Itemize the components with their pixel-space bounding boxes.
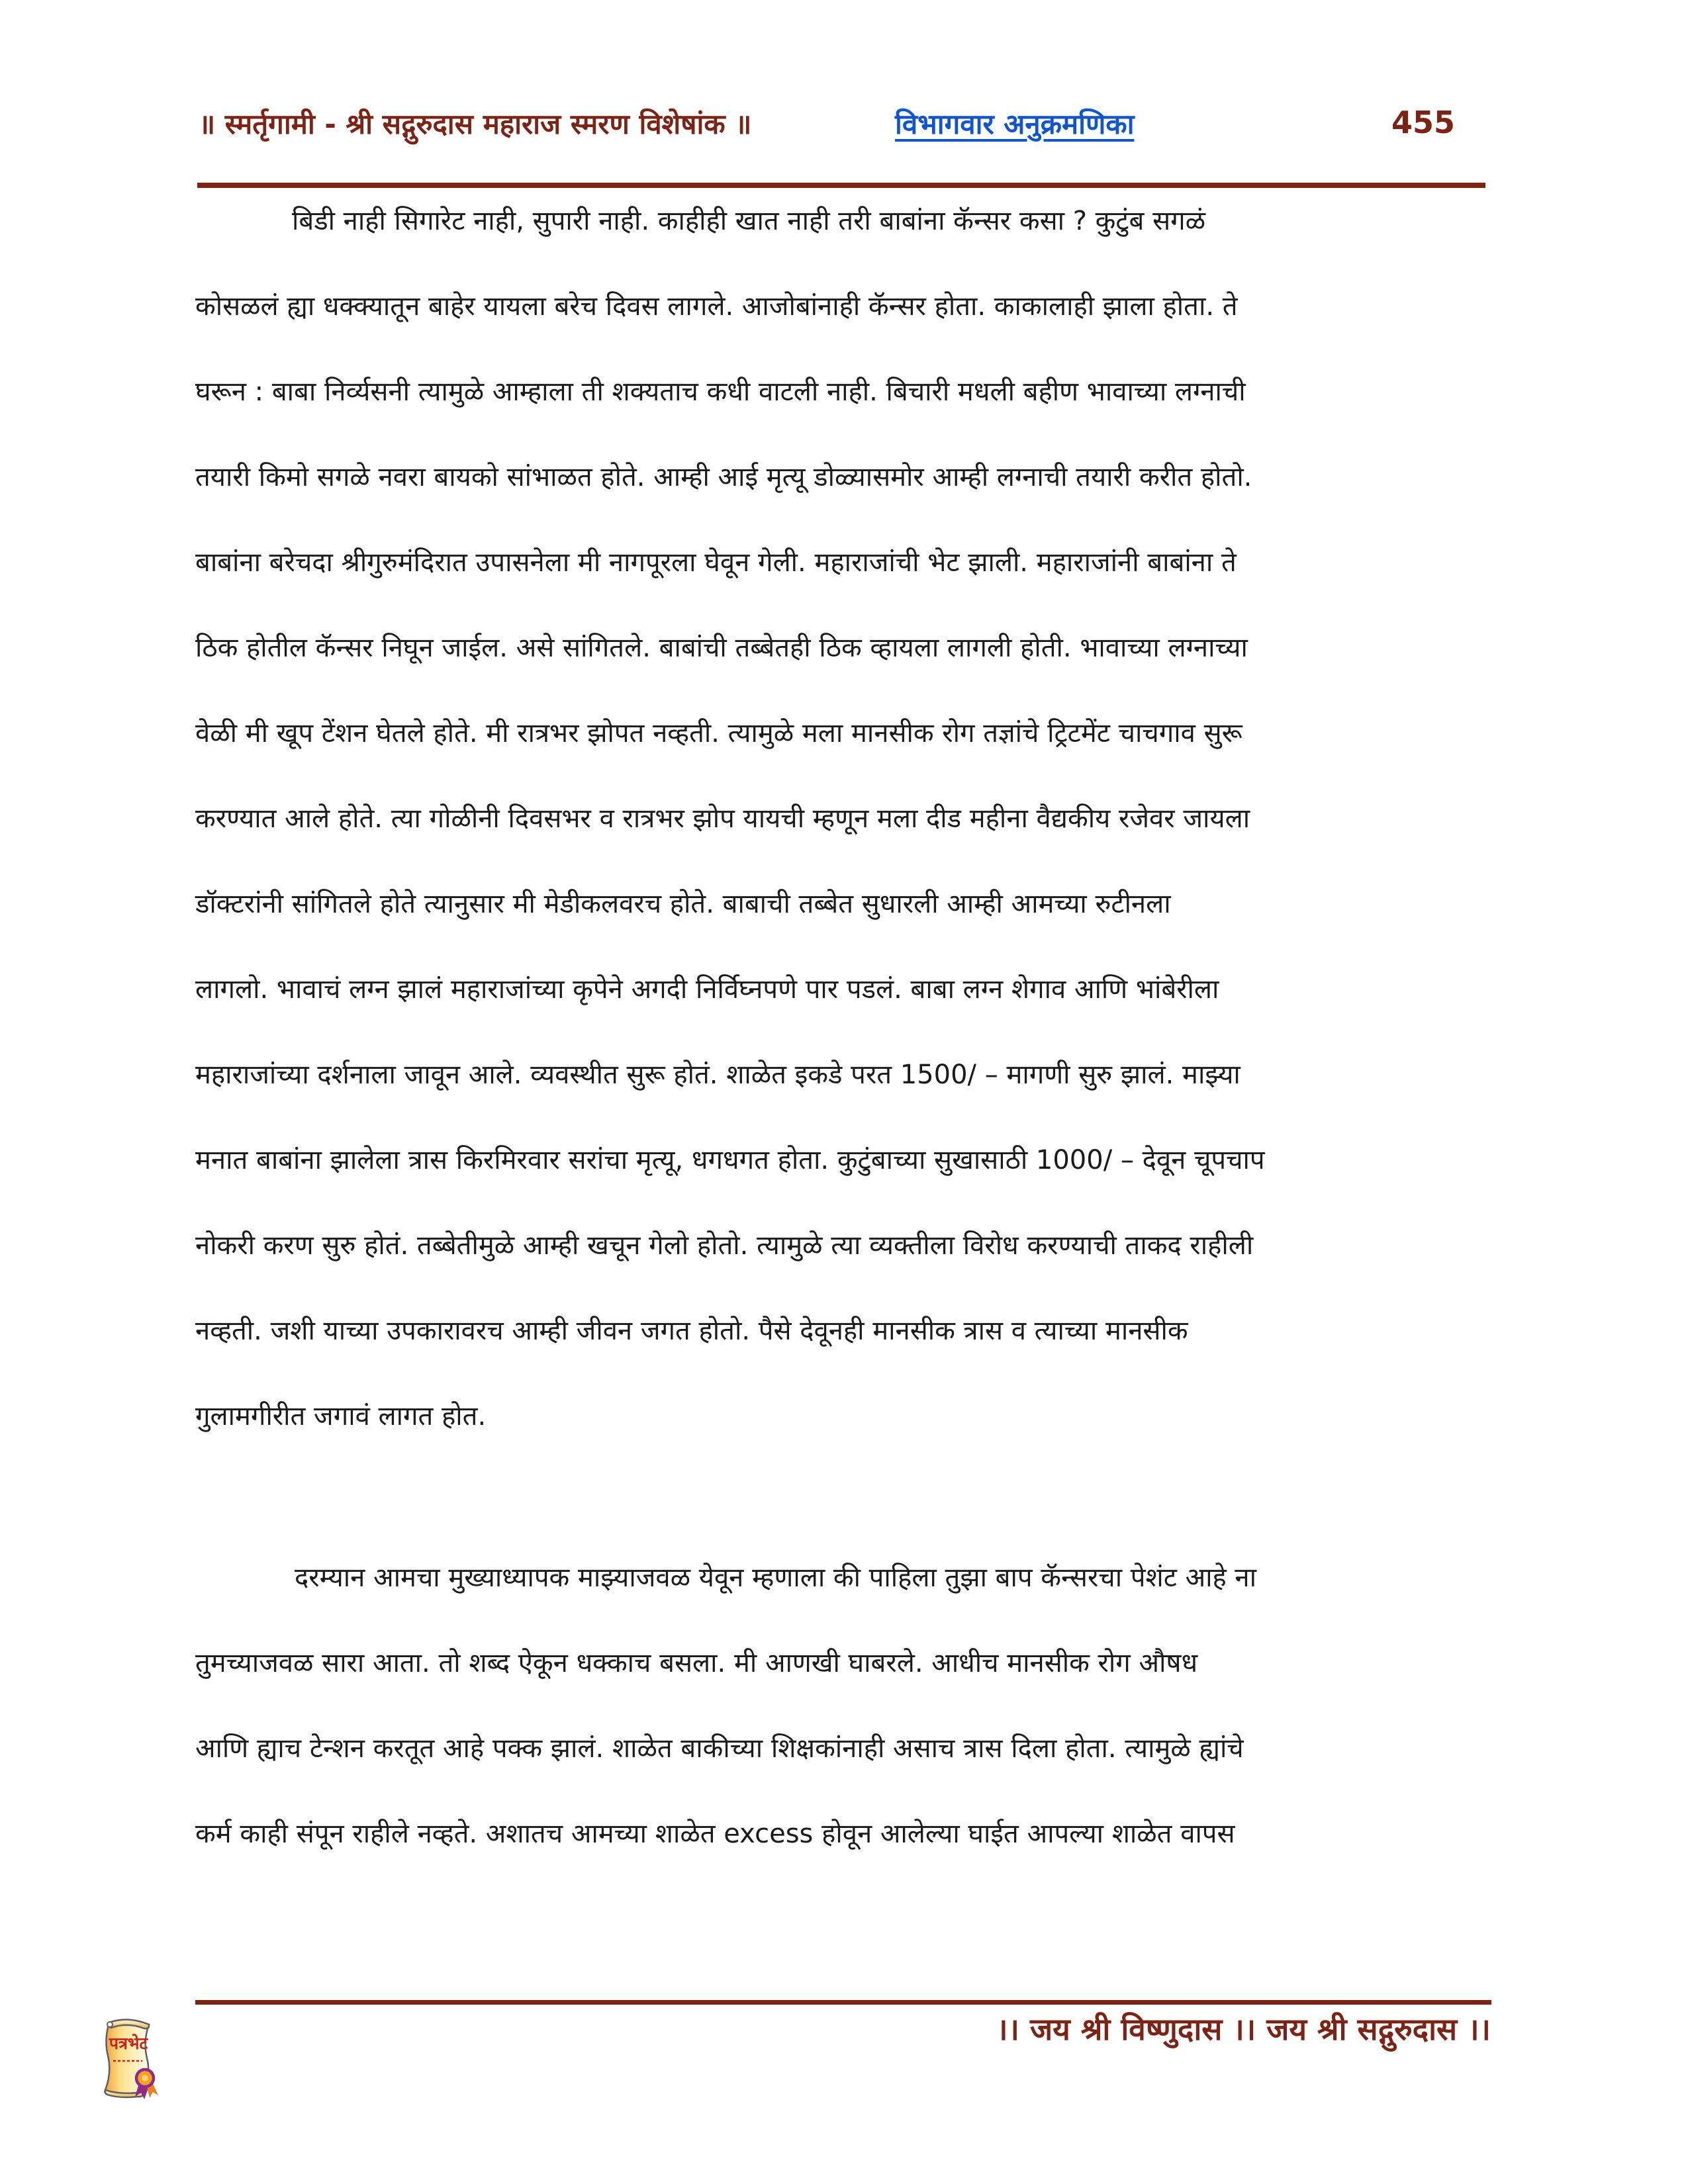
paragraph	[195, 179, 1513, 1459]
scroll-pin-hole	[107, 2022, 113, 2027]
text-line: कर्म काही संपून राहीले नव्हते. अशातच आमच्या शाळेत excess होवून आलेल्या घाईत आपल्या शाळेत वापस	[195, 1819, 1235, 1849]
toc-link[interactable]: विभागवार अनुक्रमणिका	[895, 108, 1135, 140]
text-line: लागलो. भावाचं लग्न झालं महाराजांच्या कृपेने अगदी निर्विघ्नपणे पार पडलं. बाबा लग्न शेगाव आणि भांबेरीला	[195, 974, 1219, 1005]
text-line: ठिक होतील कॅन्सर निघून जाईल. असे सांगितले. बाबांची तब्बेतही ठिक व्हायला लागली होती. भावाच्या लग्नाच्या	[195, 633, 1248, 663]
footer-divider	[195, 2000, 1491, 2005]
text-line: तयारी किमो सगळे नवरा बायको सांभाळत होते. आम्ही आई मृत्यू डोळ्यासमोर आम्ही लग्नाची तयारी करीत होतो.	[195, 462, 1252, 492]
text-line: बिडी नाही सिगारेट नाही, सुपारी नाही. काहीही खात नाही तरी बाबांना कॅन्सर कसा ? कुटुंब सगळं	[292, 206, 1206, 236]
text-line: आणि ह्याच टेन्शन करतूत आहे पक्क झालं. शाळेत बाकीच्या शिक्षकांनाही असाच त्रास दिला होता. त्यामुळे ह्यांचे	[195, 1733, 1244, 1764]
text-line: मनात बाबांना झालेला त्रास किरमिरवार सरांचा मृत्यू, धगधगत होता. कुटुंबाच्या सुखासाठी 1000/ – देवून चूपचाप	[195, 1145, 1265, 1175]
text-line: तुमच्याजवळ सारा आता. तो शब्द ऐकून धक्काच बसला. मी आणखी घाबरले. आधीच मानसीक रोग औषध	[195, 1648, 1198, 1678]
text-line: बाबांना बरेचदा श्रीगुरुमंदिरात उपासनेला मी नागपूरला घेवून गेली. महाराजांची भेट झाली. महाराजांनी बाबांना ते	[195, 547, 1237, 578]
text-line: नोकरी करण सुरु होतं. तब्बेतीमुळे आम्ही खचून गेलो होतो. त्यामुळे त्या व्यक्तीला विरोध करण्याची ताकद राहीली	[195, 1230, 1254, 1261]
paragraph	[195, 1535, 1513, 1877]
text-line: गुलामगीरीत जगावं लागत होत.	[195, 1401, 487, 1432]
text-line: दरम्यान आमचा मुख्याध्यापक माझ्याजवळ येवून म्हणाला की पाहिला तुझा बाप कॅन्सरचा पेशंट आहे ना	[295, 1563, 1256, 1593]
logo-title: पत्रभेट	[109, 2034, 148, 2053]
text-line: करण्यात आले होते. त्या गोळीनी दिवसभर व रात्रभर झोप यायची म्हणून मला दीड महीना वैद्यकीय रजेवर जायला	[195, 803, 1250, 834]
text-line: वेळी मी खूप टेंशन घेतले होते. मी रात्रभर झोपत नव्हती. त्यामुळे मला मानसीक रोग तज्ञांचे ट्रिटमेंट चाचगाव सुरू	[195, 718, 1243, 749]
text-line: घरून : बाबा निर्व्यसनी त्यामुळे आम्हाला ती शक्यताच कधी वाटली नाही. बिचारी मधली बहीण भावाच्या लग्नाची	[195, 377, 1246, 407]
page-header-title: ॥ स्मर्तृगामी - श्री सद्गुरुदास महाराज स्मरण विशेषांक ॥	[199, 108, 752, 140]
page-number: 455	[1391, 105, 1456, 140]
text-line: कोसळलं ह्या धक्क्यातून बाहेर यायला बरेच दिवस लागले. आजोबांनाही कॅन्सर होता. काकालाही झाला होता. ते	[195, 291, 1238, 322]
footer-text: ।। जय श्री विष्णुदास ।। जय श्री सद्गुरुदास ।।	[996, 2011, 1491, 2047]
patrabhet-scroll-logo	[91, 2012, 169, 2106]
text-line: नव्हती. जशी याच्या उपकारावरच आम्ही जीवन जगत होतो. पैसे देवूनही मानसीक त्रास व त्याच्या मानसीक	[195, 1316, 1188, 1346]
text-line: महाराजांच्या दर्शनाला जावून आले. व्यवस्थीत सुरू होतं. शाळेत इकडे परत 1500/ – मागणी सुरु झालं. माझ्या	[195, 1060, 1241, 1090]
text-line: डॉक्टरांनी सांगितले होते त्यानुसार मी मेडीकलवरच होते. बाबाची तब्बेत सुधारली आम्ही आमच्या रुटीनला	[195, 889, 1171, 919]
